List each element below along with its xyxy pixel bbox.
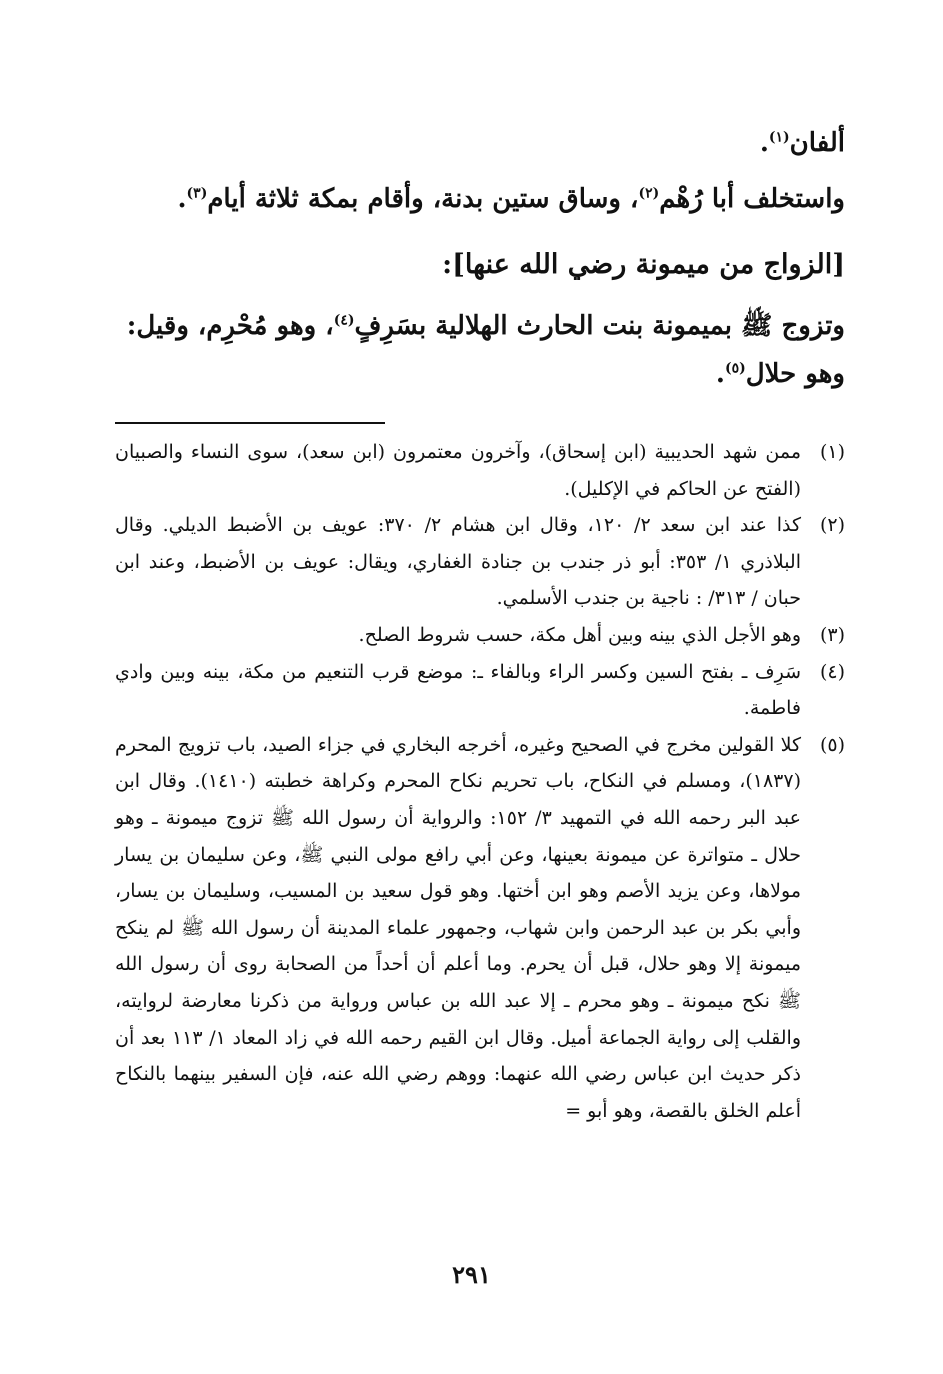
footnote-ref-5: (٥) [724,360,746,377]
footnote-text: كلا القولين مخرج في الصحيح وغيره، أخرجه البخاري في جزاء الصيد، باب تزويج المحرم (١٨٣٧)، ومسلم في النكاح، باب تحريم نكاح المحرم وكراهة خطبته (١٤١٠). وقال ابن عبد البر رحمه الله في التمهيد ٣/ ١٥٢: والرواية أن رسول الله ﷺ تزوج ميمونة ـ وهو حلال ـ متواترة عن ميمونة بعينها، وعن أبي رافع مولى النبي ﷺ، وعن سليمان بن يسار مولاها، وعن يزيد الأصم وهو ابن أختها. وهو قول سعيد بن المسيب، وسليمان بن يسار، وأبي بكر بن عبد الرحمن وابن شهاب، وجمهور علماء المدينة أن رسول الله ﷺ لم ينكح ميمونة إلا وهو حلال، قبل أن يحرم. وما أعلم أن أحداً من الصحابة روى أن رسول الله ﷺ نكح ميمونة ـ وهو محرم ـ إلا عبد الله بن عباس ورواية من ذكرنا معارضة لروايته، والقلب إلى رواية الجماعة أميل. وقال ابن القيم رحمه الله في زاد المعاد ١/ ١١٣ بعد أن ذكر حديث ابن عباس رضي الله عنهما: ووهم رضي الله عنه، فإن السفير بينهما بالنكاح أعلم الخلق بالقصة، وهو أبو = [115,733,801,1122]
main-line-2-text-a: واستخلف أبا رُهْم [659,184,845,214]
footnote-ref-4: (٤) [333,312,355,329]
page-number: ٢٩١ [452,1260,491,1289]
footnote-1 [115,434,845,507]
footnote-text: كذا عند ابن سعد ٢/ ١٢٠، وقال ابن هشام ٢/ ٣٧٠: عويف بن الأضبط الديلي. وقال البلاذري ١/ ٣٥٣: أبو ذر جندب بن جنادة الغفاري، ويقال: عويف بن الأضبط، وعند ابن حبان / ٣١٣/ : ناجية بن جندب الأسلمي. [115,514,801,610]
footnote-separator-wrap [115,398,845,434]
footnote-text: ممن شهد الحديبية (ابن إسحاق)، وآخرون معتمرون (ابن سعد)، سوى النساء والصبيان (الفتح عن الحاكم في الإكليل). [115,441,801,500]
footnote-ref-2: (٢) [638,185,660,202]
footnote-separator [115,422,385,424]
footnote-ref-1: (١) [768,129,790,146]
main-line-1-text: ألفان [789,128,845,158]
main-line-2-end: . [177,184,187,214]
footnote-number: (٥) [819,733,845,756]
footnote-number: (٤) [819,660,845,683]
page-body [115,118,845,1129]
footnote-text: وهو الأجل الذي بينه وبين أهل مكة، حسب شروط الصلح. [358,623,801,646]
main-line-2-text-b: ، وساق ستين بدنة، وأقام بمكة ثلاثة أيام [207,184,639,214]
main-line-1 [115,118,845,174]
footnote-number: (١) [819,441,845,463]
footnote-ref-3: (٣) [186,185,208,202]
main-paragraph-end: . [715,359,725,389]
section-heading: [الزواج من ميمونة رضي الله عنها]: [442,249,845,280]
main-paragraph [115,302,845,398]
main-paragraph-text-a: وتزوج ﷺ بميمونة بنت الحارث الهلالية بسَرِفٍ [354,311,845,341]
main-line-2 [115,174,845,240]
footnote-2 [115,507,845,617]
footnote-5 [115,727,845,1130]
footnote-4 [115,654,845,727]
footnote-number: (٢) [819,514,845,537]
footnotes-list [115,434,845,1129]
footnote-3 [115,617,845,654]
footnote-text: سَرِف ـ بفتح السين وكسر الراء وبالفاء ـ: موضع قرب التنعيم من مكة، بينه وبين وادي فاطمة. [115,660,801,720]
main-paragraph-text-b: ، وهو مُحْرِم، وقيل: وهو حلال [126,311,845,389]
main-line-1-end: . [759,128,769,158]
footnote-number: (٣) [819,623,845,646]
